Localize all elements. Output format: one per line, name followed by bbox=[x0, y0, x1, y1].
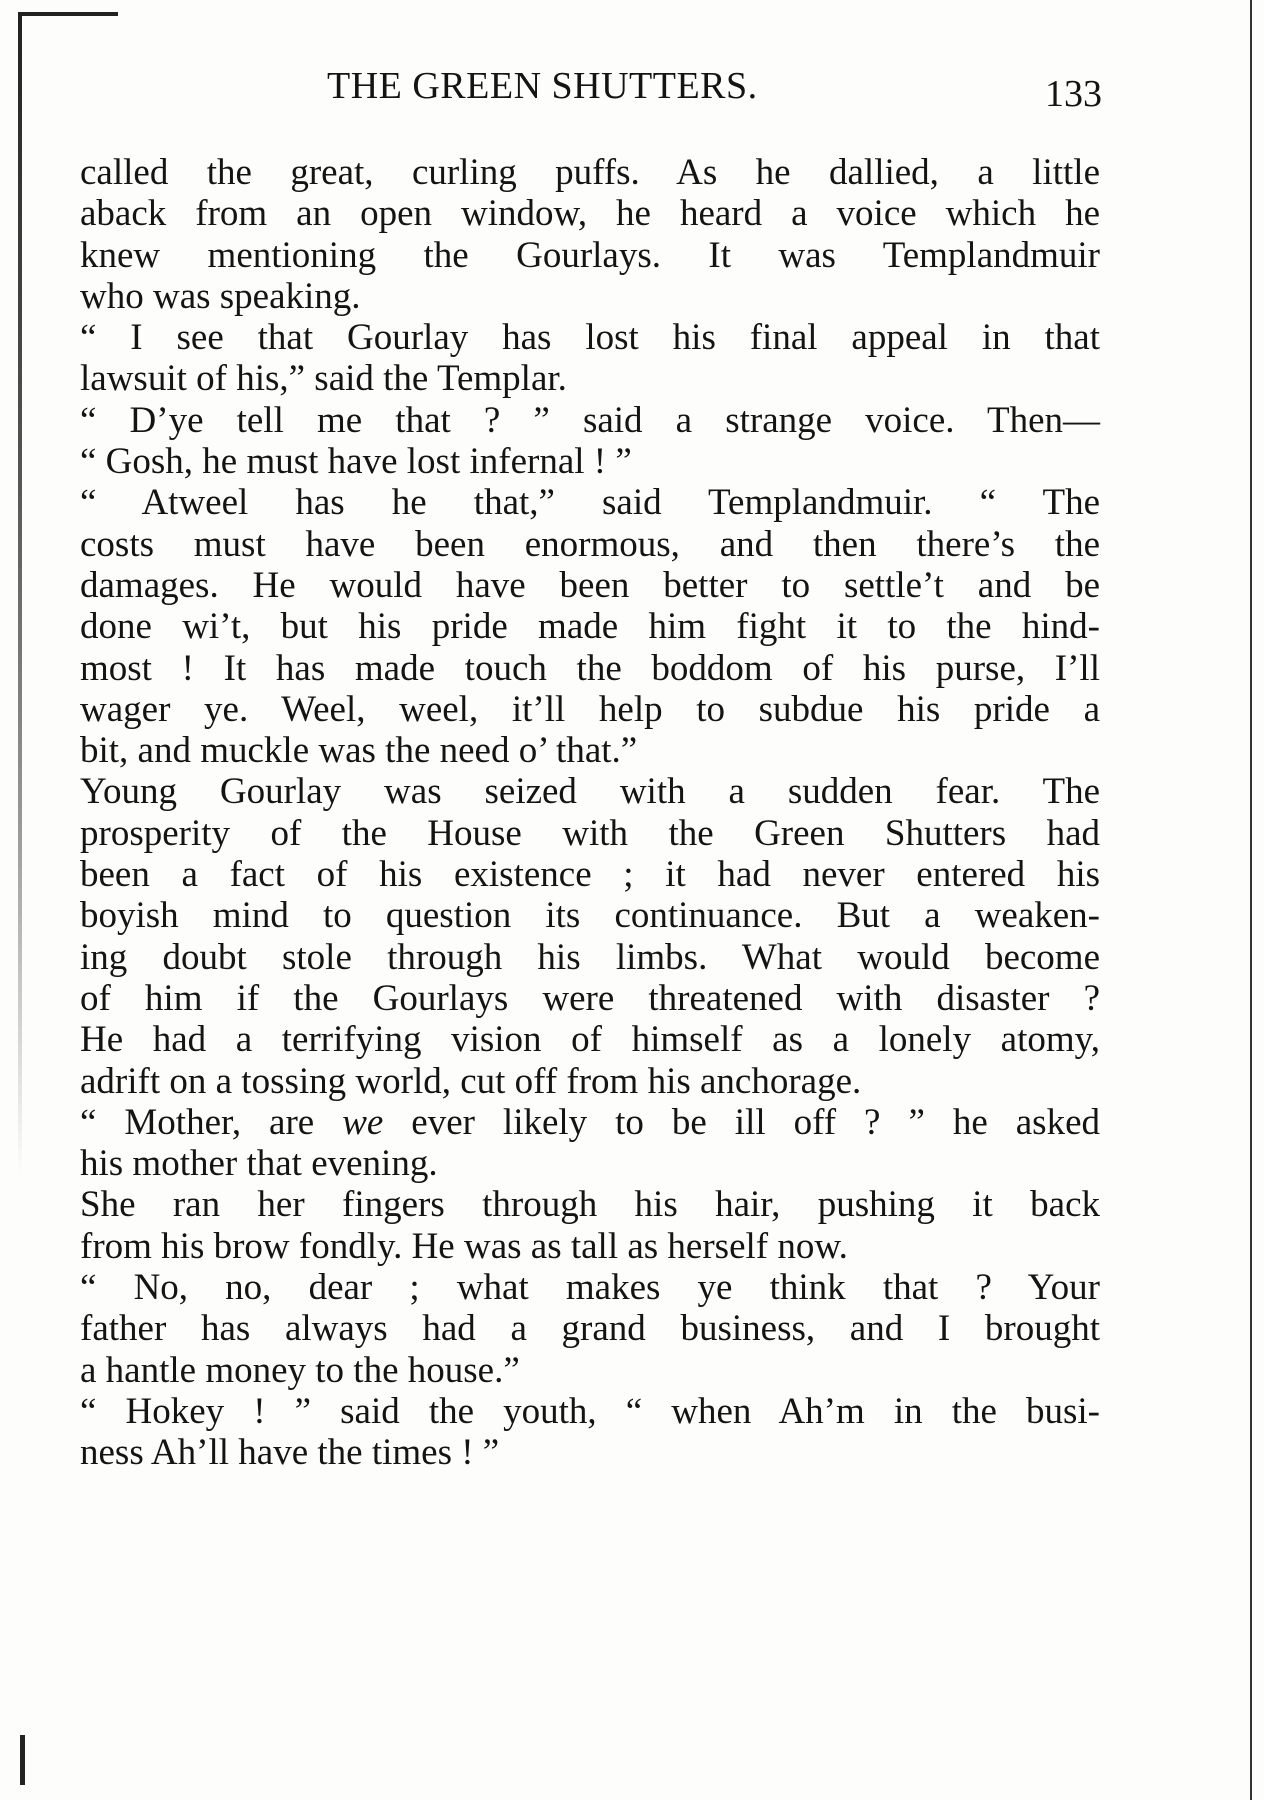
text-line: “ Mother, are we ever likely to be ill off ? ” he asked bbox=[80, 1101, 1100, 1143]
text-line: father has always had a grand business, and I brought bbox=[80, 1308, 1100, 1350]
text-line: “ No, no, dear ; what makes ye think that ? Your bbox=[80, 1267, 1100, 1309]
text-line: prosperity of the House with the Green Shutters had bbox=[80, 812, 1100, 854]
text-line: Young Gourlay was seized with a sudden fear. The bbox=[80, 771, 1100, 813]
text-line: “ D’ye tell me that ? ” said a strange voice. Then— bbox=[80, 399, 1100, 441]
text-line: of him if the Gourlays were threatened with disaster ? bbox=[80, 977, 1100, 1019]
emphasis: we bbox=[342, 1101, 384, 1143]
text-line: boyish mind to question its continuance. But a weaken- bbox=[80, 895, 1100, 937]
text-line: knew mentioning the Gourlays. It was Templandmuir bbox=[80, 234, 1100, 276]
body-text bbox=[80, 152, 1100, 1474]
text-line: called the great, curling puffs. As he dallied, a little bbox=[80, 152, 1100, 193]
running-title: THE GREEN SHUTTERS. bbox=[327, 65, 758, 107]
text-line: costs must have been enormous, and then there’s the bbox=[80, 523, 1100, 565]
text-line: “ Hokey ! ” said the youth, “ when Ah’m in the busi- bbox=[80, 1390, 1100, 1432]
text-line: bit, and muckle was the need o’ that.” bbox=[80, 730, 638, 772]
text-line: ness Ah’ll have the times ! ” bbox=[80, 1432, 500, 1474]
text-line: from his brow fondly. He was as tall as herself now. bbox=[80, 1225, 848, 1267]
text-line: who was speaking. bbox=[80, 275, 361, 317]
text-line: his mother that evening. bbox=[80, 1143, 438, 1185]
scan-edge-top bbox=[18, 12, 118, 16]
text-line: She ran her fingers through his hair, pushing it back bbox=[80, 1184, 1100, 1226]
text-line: “ Atweel has he that,” said Templandmuir. “ The bbox=[80, 482, 1100, 524]
scan-edge-left bbox=[18, 14, 22, 1174]
text-line: “ Gosh, he must have lost infernal ! ” bbox=[80, 441, 632, 483]
scan-edge-right bbox=[1250, 0, 1252, 1800]
text-line: aback from an open window, he heard a voice which he bbox=[80, 193, 1100, 235]
text-line: wager ye. Weel, weel, it’ll help to subdue his pride a bbox=[80, 688, 1100, 730]
text-line: He had a terrifying vision of himself as a lonely atomy, bbox=[80, 1019, 1100, 1061]
running-head bbox=[82, 64, 1102, 114]
text-line: adrift on a tossing world, cut off from his anchorage. bbox=[80, 1060, 862, 1102]
text-line: done wi’t, but his pride made him fight it to the hind- bbox=[80, 606, 1100, 648]
text-line: ing doubt stole through his limbs. What would become bbox=[80, 936, 1100, 978]
text-line: damages. He would have been better to settle’t and be bbox=[80, 564, 1100, 606]
page-number: 133 bbox=[1045, 73, 1102, 115]
scan-mark bbox=[20, 1735, 25, 1785]
text-line: been a fact of his existence ; it had never entered his bbox=[80, 854, 1100, 896]
text-line: a hantle money to the house.” bbox=[80, 1349, 520, 1391]
text-line: “ I see that Gourlay has lost his final appeal in that bbox=[80, 317, 1100, 359]
text-line: most ! It has made touch the boddom of his purse, I’ll bbox=[80, 647, 1100, 689]
text-line: lawsuit of his,” said the Templar. bbox=[80, 358, 567, 400]
